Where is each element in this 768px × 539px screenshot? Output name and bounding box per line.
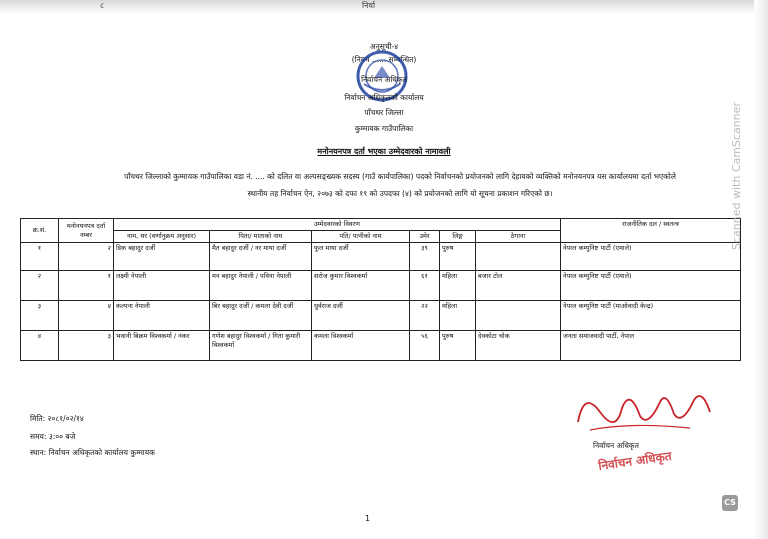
- cell-name: कल्पना नेपाली: [114, 301, 210, 331]
- signature-icon: [570, 382, 720, 442]
- table-row: [21, 271, 741, 301]
- stamp-text: निर्वाचन अधिकृत: [597, 448, 673, 474]
- signatory-role: निर्वाचन अधिकृत: [593, 441, 639, 450]
- cell-party: नेपाल कम्युनिष्ट पार्टी (एमाले): [561, 243, 741, 271]
- document-title: मनोनयनपत्र दर्ता भएका उम्मेदवारको नामावली: [317, 147, 451, 156]
- cell-party: नेपाल कम्युनिष्ट पार्टी (माओवादी केन्द्र): [561, 301, 741, 331]
- cell-reg-no: १: [59, 271, 114, 301]
- cell-address: [476, 243, 561, 271]
- cell-address: देवकोटा चोक: [476, 331, 561, 361]
- cell-husband: सरोज कुमार विश्वकर्मा: [312, 271, 410, 301]
- table-row: [21, 301, 741, 331]
- top-scrap-right: निर्वा: [362, 1, 376, 10]
- cell-age: २२: [410, 301, 440, 331]
- cell-gender: पुरुष: [440, 331, 476, 361]
- cell-age: ३९: [410, 243, 440, 271]
- header-age: उमेर: [410, 231, 440, 243]
- cell-sn: ४: [21, 331, 59, 361]
- cell-gender: पुरुष: [440, 243, 476, 271]
- header-sn: क्र.सं.: [21, 219, 59, 243]
- cell-husband: धुर्वराज दर्जी: [312, 301, 410, 331]
- candidates-table: [20, 218, 741, 361]
- header-reg-no: मनोनयनपत्र दर्ता नम्बर: [59, 219, 114, 243]
- cell-father: बिर बहादुर दर्जी / कमला देवी दर्जी: [210, 301, 312, 331]
- header-row-1: [21, 219, 741, 231]
- meta-place: स्थान: निर्वाचन अधिकृतको कार्यालय कुम्मायक: [30, 448, 155, 457]
- cell-gender: महिला: [440, 301, 476, 331]
- cell-address: बजार टोल: [476, 271, 561, 301]
- header-gender: लिङ्ग: [440, 231, 476, 243]
- cell-sn: ३: [21, 301, 59, 331]
- header-father: पिता/ माताको नाम: [210, 231, 312, 243]
- camscanner-logo-icon: CS: [722, 495, 738, 511]
- cell-name: डिक बहादुर दर्जी: [114, 243, 210, 271]
- meta-date: मिति: २०८१/०२/१४: [30, 414, 84, 423]
- cell-sn: २: [21, 271, 59, 301]
- scanner-watermark: Scanned with CamScanner: [730, 102, 743, 250]
- cell-name: भवानी बिक्रम विश्वकर्मा / नंकर: [114, 331, 210, 361]
- header-name: नाम, थर (वर्णानुक्रम अनुसार): [114, 231, 210, 243]
- office-line-2: निर्वाचन अधिकृतको कार्यालय: [344, 93, 424, 102]
- header-party: राजनीतिक दल / स्वतन्त्र: [561, 219, 741, 243]
- cell-husband: फुल माया दर्जी: [312, 243, 410, 271]
- header-address: ठेगाना: [476, 231, 561, 243]
- cell-sn: १: [21, 243, 59, 271]
- meta-time: समय: ३:०० बजे: [30, 432, 76, 441]
- office-line-1: निर्वाचन अधिकृत: [361, 75, 407, 84]
- cell-age: ६१: [410, 271, 440, 301]
- cell-party: नेपाल कम्युनिष्ट पार्टी (एमाले): [561, 271, 741, 301]
- page-number: 1: [365, 514, 371, 523]
- top-scrap-left: ८: [100, 1, 105, 10]
- district-name: पाँचथर जिल्ला: [364, 108, 404, 117]
- municipality-name: कुम्मायक गाउँपालिका: [354, 124, 414, 133]
- rule-reference: (नियम ...... सम्बन्धित): [351, 55, 417, 64]
- header-husband: पति/ पत्नीको नाम: [312, 231, 410, 243]
- cell-party: जनता समाजवादी पार्टी, नेपाल: [561, 331, 741, 361]
- cell-reg-no: ४: [59, 301, 114, 331]
- cell-father: गणेश बहादुर विश्वकर्मा / गिता कुमारी विश्वकर्मा: [210, 331, 312, 361]
- header-candidate-details: उम्मेदवारको विवरण: [114, 219, 561, 231]
- intro-paragraph: पाँचथर जिल्लाको कुम्मायक गाउँपालिका वडा नं. .... को दलित वा अल्पसङ्ख्यक सदस्य (गाउँ कार्यपालिका) पदको निर्वाचनको प्रयोजनको लागि देहायको व्यक्तिको मनोनयनपत्र यस कार्यालयमा दर्ता भएकोले स्थानीय तह निर्वाचन ऐन, २०७३ को दफा १९ को उपदफा (४) को प्रयोजनको लागि यो सूचना प्रकाशन गरिएको छ।: [124, 172, 676, 198]
- cell-name: लक्ष्मी नेपाली: [114, 271, 210, 301]
- cell-husband: कमला विश्वकर्मा: [312, 331, 410, 361]
- table-row: [21, 331, 741, 361]
- schedule-label: अनुसूची-४: [369, 42, 399, 51]
- cell-address: [476, 301, 561, 331]
- cell-father: मैत बहादुर दर्जी / नर माया दर्जी: [210, 243, 312, 271]
- cell-reg-no: ३: [59, 331, 114, 361]
- page-top-edge: [0, 0, 768, 14]
- cell-reg-no: २: [59, 243, 114, 271]
- table-row: [21, 243, 741, 271]
- cell-gender: महिला: [440, 271, 476, 301]
- cell-age: ५६: [410, 331, 440, 361]
- cell-father: मन बहादुर नेपाली / पविना नेपाली: [210, 271, 312, 301]
